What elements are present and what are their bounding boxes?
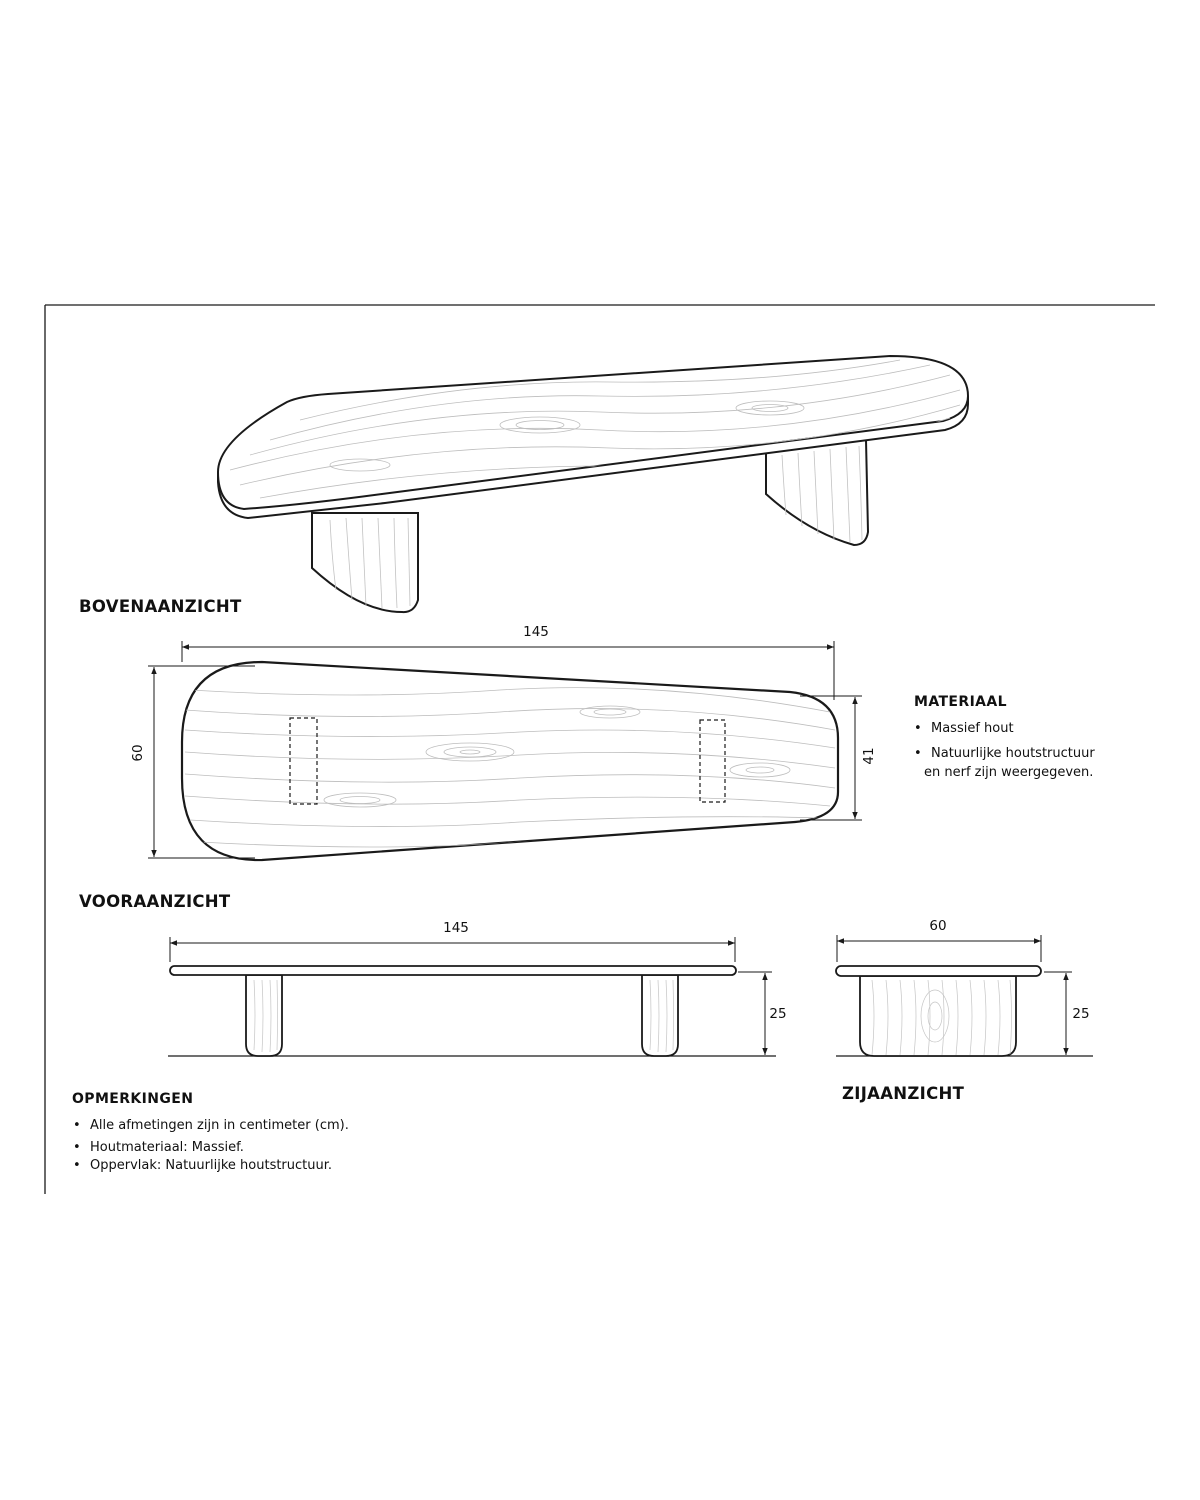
dim-top-length: 145: [523, 624, 549, 640]
material-item: • Massief hout: [914, 721, 1014, 736]
bullet-icon: •: [914, 746, 922, 761]
top-view-tabletop: [182, 662, 838, 860]
front-view-right-leg: [642, 975, 678, 1056]
perspective-left-leg: [312, 513, 418, 612]
view-title-top: BOVENAANZICHT: [79, 597, 242, 616]
view-title-side: ZIJAANZICHT: [842, 1084, 965, 1103]
notes-item: • Alle afmetingen zijn in centimeter (cm).: [73, 1118, 349, 1133]
dim-front-length: 145: [443, 920, 469, 936]
side-view-tabletop: [836, 966, 1041, 976]
perspective-view: [218, 356, 968, 612]
notes-title: OPMERKINGEN: [72, 1091, 194, 1107]
front-view-left-leg: [246, 975, 282, 1056]
side-view: [836, 966, 1093, 1056]
front-view: [168, 966, 776, 1056]
dim-front-height: 25: [769, 1006, 787, 1022]
front-view-tabletop: [170, 966, 736, 975]
material-item: • Natuurlijke houtstructuur en nerf zijn weergegeven.: [914, 746, 1095, 780]
dim-top-width-right: 41: [861, 747, 877, 765]
view-title-front: VOORAANZICHT: [79, 892, 231, 911]
side-view-leg: [860, 976, 1016, 1056]
notes-item: • Oppervlak: Natuurlijke houtstructuur.: [73, 1158, 333, 1173]
bullet-icon: •: [914, 721, 922, 736]
bullet-icon: •: [73, 1118, 81, 1133]
dim-side-height: 25: [1072, 1006, 1090, 1022]
bullet-icon: •: [73, 1158, 81, 1173]
perspective-right-leg: [766, 440, 868, 545]
bullet-icon: •: [73, 1140, 81, 1155]
dim-top-width-left: 60: [130, 744, 146, 762]
material-title: MATERIAAL: [914, 694, 1007, 710]
dim-side-width: 60: [929, 918, 947, 934]
notes-item: • Houtmateriaal: Massief.: [73, 1140, 244, 1155]
